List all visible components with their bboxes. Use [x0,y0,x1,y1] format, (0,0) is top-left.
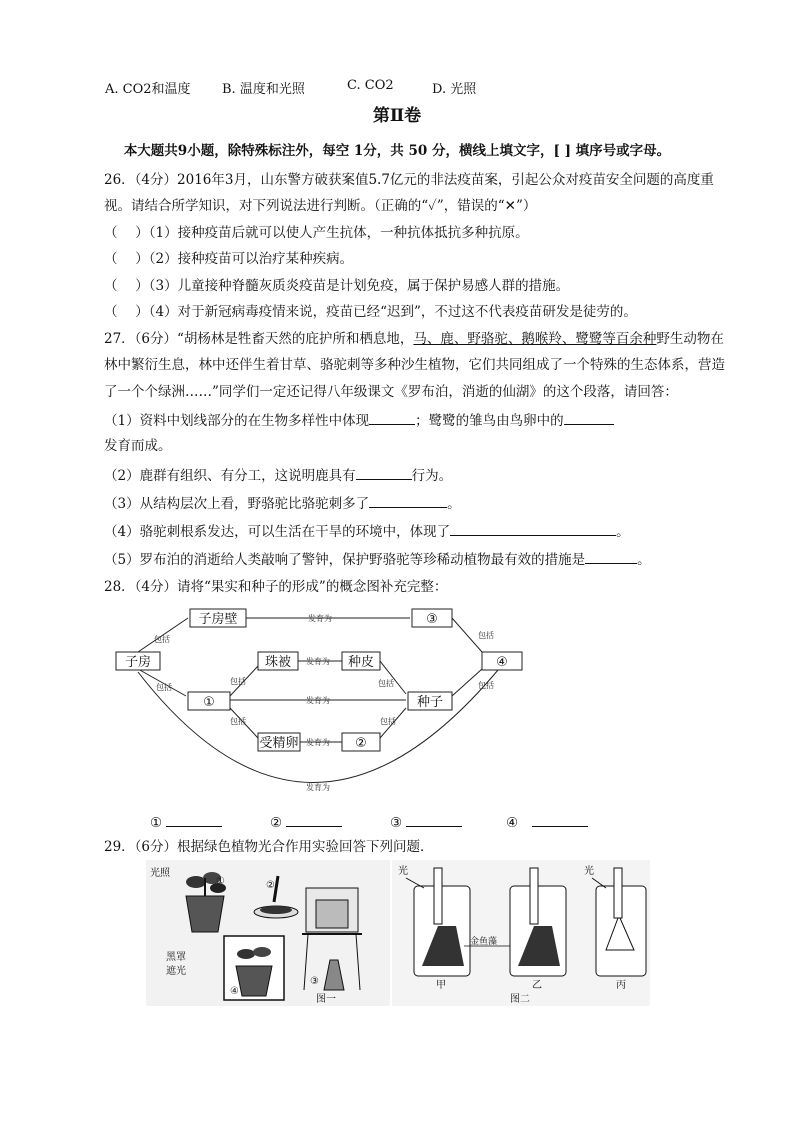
node-n1: ① [203,695,215,710]
tube-bing [614,868,622,918]
q27-blank-3[interactable] [356,465,412,480]
node-seed: 种子 [416,695,444,710]
label-include-6: 包括 [380,717,396,726]
q28-blank-2[interactable] [286,812,342,827]
q27-underlined-animals: 马、鹿、野骆驼、鹅喉羚、鹭鹭等百余种 [413,331,657,347]
q26-stem-line1: 26．（4分）2016年3月，山东警方破获案值5.7亿元的非法疫苗案，引起公众对疫苗安全问题的高度重 [104,172,714,188]
q28-answer-4-label: ④ [506,815,519,831]
node-seed-coat: 种皮 [347,655,375,670]
node-ovary-wall: 子房壁 [198,612,238,627]
inner-beaker [316,900,348,928]
figure-one [146,860,390,1006]
label-develop-2: 发育为 [306,657,330,666]
q26-stem-line2: 视。请结合所学知识，对下列说法进行判断。（正确的“✓”，错误的“✕”） [104,198,537,214]
label-include-2: 包括 [156,683,172,692]
q27-blank-4[interactable] [369,493,447,508]
q27-line1-part1: 27．（6分）“胡杨林是牲畜天然的庇护所和栖息地， [104,331,414,347]
fig2-light-label-1: 光 [398,866,408,877]
q28-answer-1-label: ① [150,815,163,831]
section-instruction: 本大题共9小题，除特殊标注外，每空 1分，共 50 分，横线上填文字，[ ] 填序号或字母。 [123,143,671,159]
node-integument: 珠被 [264,655,292,670]
q28-stem: 28．（4分）请将“果实和种子的形成”的概念图补充完整： [104,579,448,595]
leaf-in-dish [260,906,292,914]
section-title: 第Ⅱ卷 [372,106,422,126]
q27-sub1-text-b: ；鹭鹭的雏鸟由鸟卵中的 [415,413,564,429]
label-include-5: 包括 [230,717,246,726]
pot-one [186,896,224,932]
q26-item-4: （ ）（4）对于新冠病毒疫情来说，疫苗已经“迟到”，不过这不代表疫苗研发是徒劳的。 [104,304,637,320]
label-include-1: 包括 [154,635,170,644]
fig1-cover-label-2: 遮光 [166,966,186,977]
q27-sub5-text-b: 。 [637,552,651,568]
q27-sub2-text-a: （2）鹿群有组织、有分工，这说明鹿具有 [104,468,356,484]
q27-sub1 [104,410,614,431]
label-develop-1: 发育为 [308,614,332,623]
tube-jia [434,868,442,924]
fig1-caption: 图一 [316,994,336,1005]
q27-sub1-text-a: （1）资料中划线部分的在生物多样性中体现 [104,413,370,429]
q27-line1-part2: 野生动物在 [656,331,724,347]
q27-blank-6[interactable] [585,549,637,564]
fig2-light-label-3: 光 [584,866,594,877]
q27-sub5-text-a: （5）罗布泊的消逝给人类敲响了警钟，保护野骆驼等珍稀动植物最有效的措施是 [104,552,586,568]
q28-answer-2 [270,812,342,833]
option-a: A. CO2和温度 [105,82,191,97]
q27-line3: 了一个个绿洲……”同学们一定还记得八年级课文《罗布泊，消逝的仙湖》的这个段落，请回答： [104,384,678,400]
fig1-light-label: 光照 [150,868,170,879]
q28-answer-3-label: ③ [390,815,403,831]
fig2-label-bing: 丙 [616,980,626,991]
fig2-label-yi: 乙 [532,980,542,991]
q27-sub3 [104,493,461,514]
q27-blank-1[interactable] [369,410,415,425]
plant-two-leaf-2 [253,947,271,957]
q27-sub4-text-a: （4）骆驼刺根系发达，可以生活在干旱的环境中，体现了 [104,524,451,540]
fig1-marker-4: ④ [230,986,239,997]
q28-answer-4 [506,812,588,833]
fig1-cover-label-1: 黑罩 [166,952,186,963]
q27-line1 [104,329,724,349]
label-develop-5: 发育为 [306,783,330,792]
pot-two [236,966,272,996]
q28-answer-1 [150,812,222,833]
q27-sub1-cont: 发育而成。 [104,438,172,454]
q28-answer-2-label: ② [270,815,283,831]
q26-item-1: （ ）（1）接种疫苗后就可以使人产生抗体，一种抗体抵抗多种抗原。 [104,225,529,241]
q27-line2: 林中繁衍生息，林中还伴生着甘草、骆驼刺等多种沙生植物，它们共同组成了一个特殊的生态体系，营造 [104,357,725,373]
q28-answer-3 [390,812,462,833]
node-n2: ② [355,736,367,751]
q27-sub3-text-b: 。 [447,496,461,512]
edge-ovary-fruit [138,670,498,783]
node-ovary: 子房 [124,655,152,670]
option-d: D. 光照 [432,82,477,97]
node-n4: ④ [496,655,508,670]
node-fertilized-egg: 受精卵 [259,736,299,751]
q27-blank-2[interactable] [564,410,614,425]
fig2-label-jia: 甲 [436,980,446,991]
option-c: C. CO2 [347,78,394,93]
node-n3: ③ [426,612,438,627]
option-b: B. 温度和光照 [222,82,305,97]
label-develop-3: 发育为 [306,696,330,705]
label-include-7: 包括 [478,631,494,640]
fig2-algae-label: 金鱼藻 [470,937,498,947]
q27-sub5 [104,549,651,570]
concept-map [110,604,530,804]
label-include-3: 包括 [230,677,246,686]
fig2-caption: 图二 [510,994,530,1005]
q27-sub2-text-b: 行为。 [411,468,453,484]
q27-blank-5[interactable] [450,521,616,536]
label-develop-4: 发育为 [306,738,330,747]
q28-blank-1[interactable] [166,812,222,827]
q26-item-2: （ ）（2）接种疫苗可以治疗某种疾病。 [104,251,354,267]
q27-sub3-text-a: （3）从结构层次上看，野骆驼比骆驼刺多了 [104,496,370,512]
q28-blank-4[interactable] [532,812,588,827]
tube-yi [530,868,538,924]
label-include-8: 包括 [478,681,494,690]
q26-item-3: （ ）（3）儿童接种脊髓灰质炎疫苗是计划免疫，属于保护易感人群的措施。 [104,278,570,294]
fig1-marker-1: ① [216,876,225,887]
q27-sub2 [104,465,452,486]
q27-sub4 [104,521,630,542]
plant-two-leaf-1 [237,949,255,959]
q28-blank-3[interactable] [406,812,462,827]
label-include-4: 包括 [378,679,394,688]
q29-stem: 29．（6分）根据绿色植物光合作用实验回答下列问题． [104,839,434,855]
fig1-marker-3: ③ [310,976,319,987]
q27-sub4-text-b: 。 [616,524,630,540]
figure-two [392,860,650,1006]
edge-seedcoat-seed [380,661,406,694]
fig1-marker-2: ② [266,880,275,891]
